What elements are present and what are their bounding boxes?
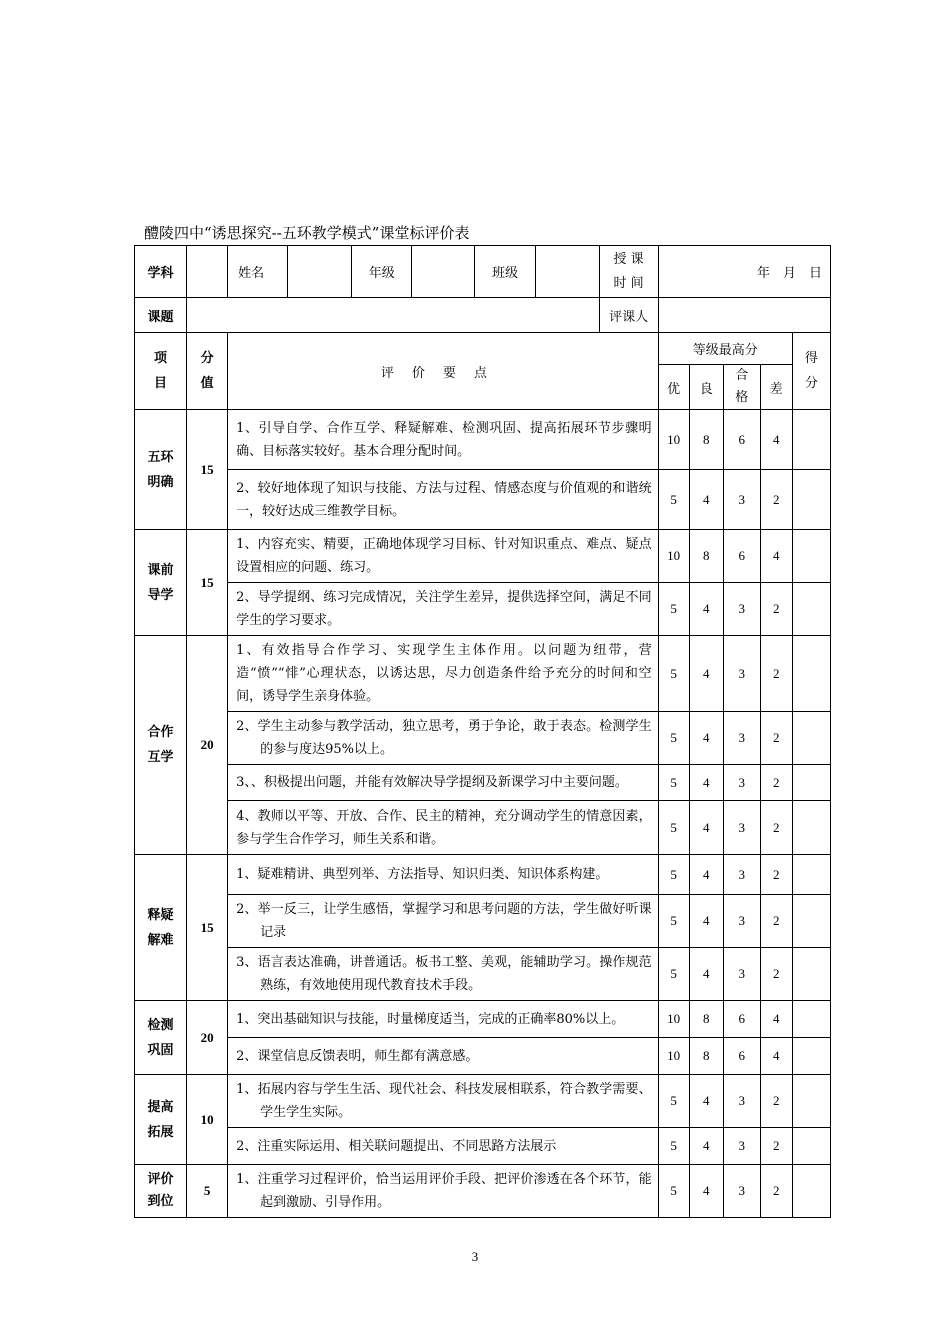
section-name-line-2: 巩固: [147, 1042, 174, 1058]
score-header-line-2: 值: [200, 376, 214, 391]
level-good-value: 4: [689, 801, 723, 855]
level-pass-value: 3: [723, 895, 760, 948]
section-score-cell: 20: [187, 636, 228, 855]
criteria-text-cell: [228, 636, 659, 712]
level-excellent-value: 10: [658, 1001, 689, 1038]
level-pass-value: 3: [723, 765, 760, 801]
pass-header-line-1: 合: [735, 368, 749, 383]
criteria-row: [135, 1038, 831, 1075]
level-pass-value: 6: [723, 1038, 760, 1075]
obtained-score-cell[interactable]: [792, 1075, 830, 1128]
obtained-score-cell[interactable]: [792, 470, 830, 530]
criteria-row: [135, 801, 831, 855]
level-poor-value: 4: [760, 1038, 792, 1075]
criteria-text-cell: [228, 855, 659, 895]
level-pass-value: 3: [723, 855, 760, 895]
level-good-value: 4: [689, 1165, 723, 1218]
score-column-header: [187, 333, 228, 410]
item-header-line-1: 项: [154, 351, 168, 366]
level-poor-value: 2: [760, 948, 792, 1001]
level-excellent-value: 5: [658, 636, 689, 712]
subject-value[interactable]: [187, 246, 228, 298]
level-good-value: 4: [689, 636, 723, 712]
grade-label: 年级: [352, 246, 412, 298]
section-name-line-2: 导学: [147, 587, 174, 603]
criteria-text-cell: [228, 1075, 659, 1128]
level-poor-value: 2: [760, 583, 792, 636]
criteria-text-cell: [228, 712, 659, 765]
criteria-text: 2、学生主动参与教学活动，独立思考，勇于争论，敢于表态。检测学生的参与度达95%以上。: [236, 719, 652, 757]
level-excellent-value: 5: [658, 895, 689, 948]
name-value[interactable]: [288, 246, 352, 298]
level-pass-value: 3: [723, 948, 760, 1001]
level-poor-value: 2: [760, 855, 792, 895]
section-name-cell: [135, 410, 187, 530]
criteria-row: [135, 948, 831, 1001]
level-poor-value: 4: [760, 530, 792, 583]
section-name-cell: [135, 855, 187, 1001]
level-excellent-value: 10: [658, 530, 689, 583]
level-poor-value: 2: [760, 765, 792, 801]
poor-header: 差: [760, 365, 792, 410]
header-row-1: [135, 246, 831, 298]
section-name-cell: [135, 1165, 187, 1218]
criteria-text: 1、内容充实、精要，正确地体现学习目标、针对知识重点、难点、疑点设置相应的问题、练习。: [236, 537, 652, 575]
level-good-value: 4: [689, 583, 723, 636]
obtained-score-cell[interactable]: [792, 636, 830, 712]
criteria-text: 3、、积极提出问题，并能有效解决导学提纲及新课学习中主要问题。: [236, 775, 628, 790]
page-number: 3: [471, 1249, 479, 1264]
criteria-row: [135, 712, 831, 765]
teach-time-line-2: 时 间: [613, 275, 644, 291]
pass-header-line-2: 格: [735, 390, 749, 405]
section-name-line-1: 评价: [147, 1172, 174, 1187]
criteria-row: [135, 410, 831, 470]
criteria-text-cell: [228, 948, 659, 1001]
criteria-text: 2、举一反三，让学生感悟，掌握学习和思考问题的方法，学生做好听课记录: [236, 902, 652, 940]
criteria-row: [135, 470, 831, 530]
level-pass-value: 3: [723, 1128, 760, 1165]
level-good-value: 4: [689, 895, 723, 948]
obtained-score-cell[interactable]: [792, 583, 830, 636]
criteria-text-cell: [228, 583, 659, 636]
level-excellent-value: 5: [658, 712, 689, 765]
pass-header: [723, 365, 760, 410]
section-name-line-2: 拓展: [147, 1124, 174, 1140]
criteria-text: 2、注重实际运用、相关联问题提出、不同思路方法展示: [236, 1138, 557, 1154]
criteria-text-cell: [228, 895, 659, 948]
level-good-value: 4: [689, 470, 723, 530]
criteria-row: [135, 1001, 831, 1038]
criteria-row: [135, 895, 831, 948]
section-score-cell: 10: [187, 1075, 228, 1165]
section-name-cell: [135, 1075, 187, 1165]
class-value[interactable]: [535, 246, 599, 298]
level-good-value: 4: [689, 855, 723, 895]
criteria-text-cell: [228, 801, 659, 855]
criteria-text: 1、引导自学、合作互学、释疑解难、检测巩固、提高拓展环节步骤明确、目标落实较好。基本合理分配时间。: [236, 420, 652, 459]
criteria-text: 4、教师以平等、开放、合作、民主的精神，充分调动学生的情意因素，参与学生合作学习，师生关系和谐。: [236, 808, 652, 847]
get-score-line-1: 得: [804, 351, 818, 366]
section-score-cell: 15: [187, 410, 228, 530]
level-poor-value: 2: [760, 1075, 792, 1128]
section-name-line-2: 互学: [147, 750, 174, 765]
grade-value[interactable]: [412, 246, 475, 298]
section-name-line-2: 解难: [147, 932, 174, 948]
obtained-score-cell[interactable]: [792, 1038, 830, 1075]
criteria-text: 1、突出基础知识与技能，时量梯度适当，完成的正确率80%以上。: [236, 1011, 625, 1027]
get-score-header: [792, 333, 830, 410]
name-label: 姓名: [228, 246, 288, 298]
document-title: 醴陵四中“诱思探究--五环教学模式”课堂标评价表: [144, 224, 470, 242]
obtained-score-cell[interactable]: [792, 948, 830, 1001]
level-poor-value: 4: [760, 410, 792, 470]
level-poor-value: 2: [760, 712, 792, 765]
obtained-score-cell[interactable]: [792, 855, 830, 895]
evaluation-table: [134, 245, 831, 1218]
section-name-cell: [135, 1001, 187, 1075]
section-score-cell: 15: [187, 855, 228, 1001]
level-good-value: 8: [689, 410, 723, 470]
teach-time-line-1: 授 课: [613, 251, 644, 267]
criteria-text: 2、导学提纲、练习完成情况，关注学生差异，提供选择空间，满足不同学生的学习要求。: [236, 590, 652, 628]
level-good-value: 4: [689, 1128, 723, 1165]
level-pass-value: 3: [723, 583, 760, 636]
level-poor-value: 2: [760, 470, 792, 530]
level-excellent-value: 5: [658, 470, 689, 530]
good-header: 良: [689, 365, 723, 410]
level-good-value: 8: [689, 530, 723, 583]
criteria-row: [135, 583, 831, 636]
obtained-score-cell[interactable]: [792, 1128, 830, 1165]
criteria-text: 2、课堂信息反馈表明，师生都有满意感。: [236, 1048, 479, 1064]
level-excellent-value: 5: [658, 855, 689, 895]
teach-date-field[interactable]: 年 月 日: [658, 246, 830, 298]
level-pass-value: 3: [723, 1165, 760, 1218]
level-poor-value: 2: [760, 1165, 792, 1218]
level-excellent-value: 5: [658, 1165, 689, 1218]
obtained-score-cell[interactable]: [792, 1001, 830, 1038]
criteria-row: [135, 1075, 831, 1128]
criteria-row: [135, 1165, 831, 1218]
criteria-text-cell: [228, 470, 659, 530]
criteria-text: 1、有效指导合作学习、实现学生主体作用。以问题为纽带，营造“愤”“悱”心理状态，以诱达思，尽力创造条件给予充分的时间和空间，诱导学生亲身体验。: [236, 643, 652, 704]
section-score-cell: 20: [187, 1001, 228, 1075]
level-max-header: 等级最高分: [658, 333, 792, 365]
level-good-value: 8: [689, 1001, 723, 1038]
level-pass-value: 6: [723, 530, 760, 583]
section-name-line-2: 明确: [147, 474, 174, 490]
criteria-text: 1、注重学习过程评价，恰当运用评价手段、把评价渗透在各个环节，能起到激励、引导作用。: [236, 1172, 652, 1210]
criteria-row: [135, 855, 831, 895]
level-good-value: 8: [689, 1038, 723, 1075]
level-excellent-value: 5: [658, 1075, 689, 1128]
points-column-header: 评价要点: [228, 333, 659, 410]
section-score-cell: 5: [187, 1165, 228, 1218]
level-excellent-value: 10: [658, 410, 689, 470]
section-name-line-1: 五环: [147, 449, 174, 465]
obtained-score-cell[interactable]: [792, 712, 830, 765]
criteria-text: 3、语言表达准确，讲普通话。板书工整、美观，能辅助学习。操作规范熟练，有效地使用现代教育技术手段。: [236, 955, 652, 993]
excellent-header: 优: [658, 365, 689, 410]
level-excellent-value: 5: [658, 583, 689, 636]
teach-time-label: [599, 246, 658, 298]
level-excellent-value: 5: [658, 765, 689, 801]
level-excellent-value: 10: [658, 1038, 689, 1075]
level-poor-value: 2: [760, 1128, 792, 1165]
criteria-row: [135, 530, 831, 583]
level-poor-value: 2: [760, 895, 792, 948]
level-excellent-value: 5: [658, 801, 689, 855]
topic-value[interactable]: [187, 298, 600, 333]
level-poor-value: 4: [760, 1001, 792, 1038]
section-name-line-1: 合作: [147, 725, 174, 740]
level-pass-value: 6: [723, 1001, 760, 1038]
level-excellent-value: 5: [658, 948, 689, 1001]
section-name-line-1: 课前: [147, 562, 174, 578]
class-label: 班级: [475, 246, 535, 298]
item-column-header: [135, 333, 187, 410]
criteria-text-cell: [228, 1165, 659, 1218]
section-name-line-2: 到位: [147, 1194, 174, 1209]
obtained-score-cell[interactable]: [792, 801, 830, 855]
header-row-2: [135, 298, 831, 333]
criteria-text: 2、较好地体现了知识与技能、方法与过程、情感态度与价值观的和谐统一，较好达成三维教学目标。: [236, 480, 652, 519]
level-good-value: 4: [689, 948, 723, 1001]
section-name-cell: [135, 530, 187, 636]
level-pass-value: 3: [723, 1075, 760, 1128]
obtained-score-cell[interactable]: [792, 895, 830, 948]
level-good-value: 4: [689, 1075, 723, 1128]
section-name-line-1: 释疑: [147, 907, 174, 923]
topic-label: 课题: [135, 298, 187, 333]
level-pass-value: 3: [723, 470, 760, 530]
obtained-score-cell[interactable]: [792, 410, 830, 470]
section-score-cell: 15: [187, 530, 228, 636]
section-name-cell: [135, 636, 187, 855]
evaluator-label: 评课人: [599, 298, 658, 333]
obtained-score-cell[interactable]: [792, 530, 830, 583]
level-pass-value: 3: [723, 712, 760, 765]
criteria-text-cell: [228, 1001, 659, 1038]
criteria-text-cell: [228, 530, 659, 583]
section-name-line-1: 检测: [147, 1017, 174, 1033]
level-poor-value: 2: [760, 636, 792, 712]
criteria-text: 1、拓展内容与学生生活、现代社会、科技发展相联系，符合教学需要、学生学生实际。: [236, 1082, 652, 1120]
level-pass-value: 6: [723, 410, 760, 470]
subject-label: 学科: [135, 246, 187, 298]
evaluator-value[interactable]: [658, 298, 830, 333]
item-header-line-2: 目: [154, 376, 168, 391]
level-pass-value: 3: [723, 636, 760, 712]
obtained-score-cell[interactable]: [792, 765, 830, 801]
score-header-line-1: 分: [200, 351, 214, 366]
level-good-value: 4: [689, 712, 723, 765]
criteria-text-cell: [228, 410, 659, 470]
criteria-text-cell: [228, 765, 659, 801]
obtained-score-cell[interactable]: [792, 1165, 830, 1218]
criteria-row: [135, 1128, 831, 1165]
criteria-text-cell: [228, 1128, 659, 1165]
criteria-text: 1、疑难精讲、典型列举、方法指导、知识归类、知识体系构建。: [236, 867, 609, 882]
section-name-line-1: 提高: [147, 1099, 174, 1115]
criteria-text-cell: [228, 1038, 659, 1075]
criteria-row: [135, 765, 831, 801]
get-score-line-2: 分: [804, 376, 818, 391]
level-pass-value: 3: [723, 801, 760, 855]
level-excellent-value: 5: [658, 1128, 689, 1165]
column-header-row-1: [135, 333, 831, 365]
criteria-row: [135, 636, 831, 712]
level-good-value: 4: [689, 765, 723, 801]
level-poor-value: 2: [760, 801, 792, 855]
